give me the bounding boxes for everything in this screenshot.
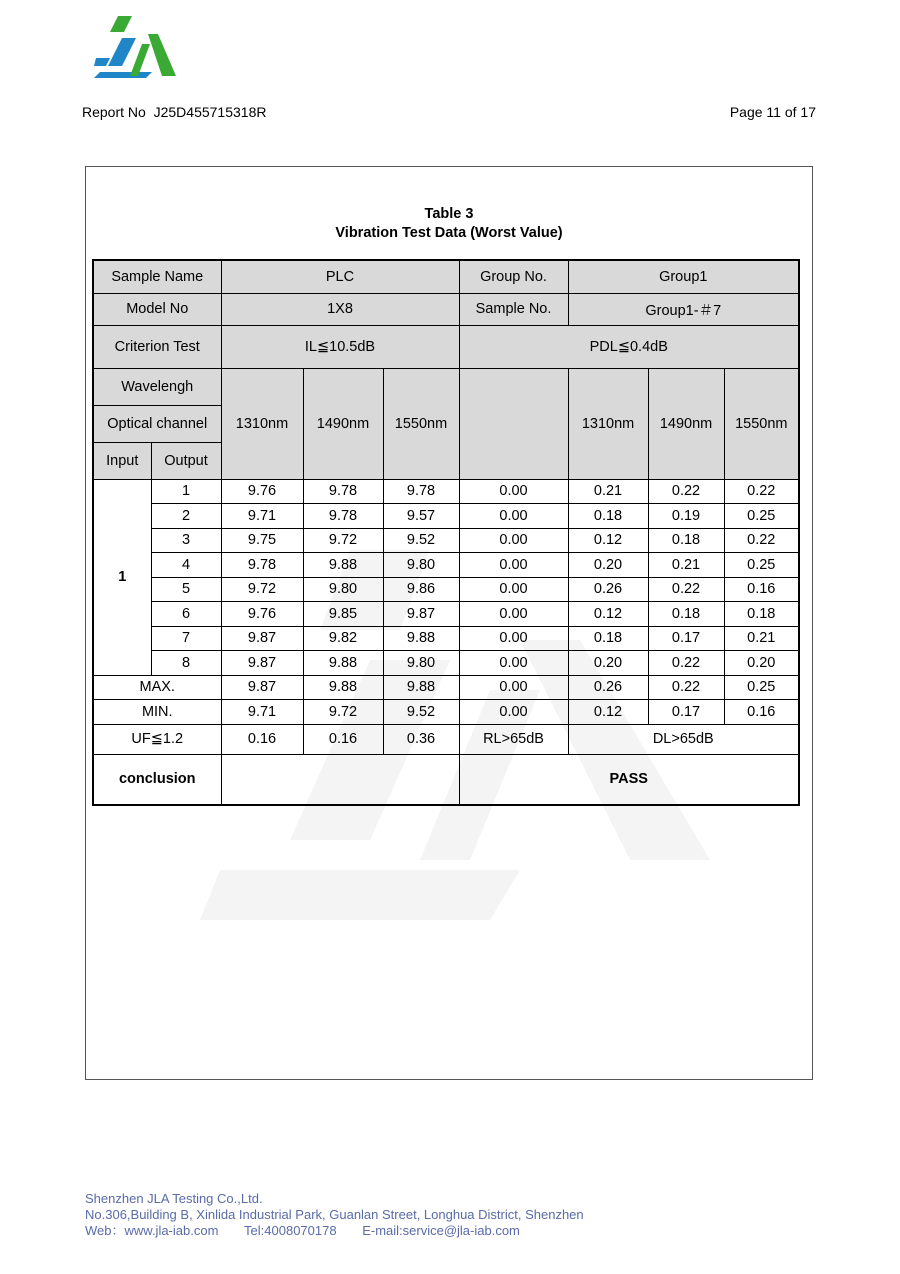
output-cell: 4	[151, 553, 221, 578]
criterion-label: Criterion Test	[93, 325, 221, 368]
output-cell: 1	[151, 479, 221, 504]
wl-pdl-1550: 1550nm	[724, 368, 799, 479]
output-label: Output	[151, 442, 221, 479]
page-number: Page 11 of 17	[729, 104, 816, 120]
output-cell: 8	[151, 651, 221, 676]
il-1550-cell: 9.78	[383, 479, 459, 504]
sample-no-value: Group1-＃7	[568, 293, 799, 325]
il-1490-cell: 9.88	[303, 651, 383, 676]
vibration-data-table	[92, 259, 800, 806]
extra-cell: 0.00	[459, 651, 568, 676]
input-value: 1	[93, 479, 151, 675]
max-pdl-1550: 0.25	[724, 675, 799, 700]
pdl-1490-cell: 0.21	[648, 553, 724, 578]
pdl-1550-cell: 0.20	[724, 651, 799, 676]
wl-pdl-1310: 1310nm	[568, 368, 648, 479]
min-il-1310: 9.71	[221, 700, 303, 725]
table-subtitle: Vibration Test Data (Worst Value)	[335, 225, 563, 241]
footer-web: Web：www.jla-iab.com	[85, 1223, 219, 1238]
il-1310-cell: 9.87	[221, 626, 303, 651]
conclusion-blank	[221, 754, 459, 805]
dl-value: DL>65dB	[568, 724, 799, 754]
il-1310-cell: 9.76	[221, 479, 303, 504]
blank-header-cell	[459, 368, 568, 479]
uf-1310: 0.16	[221, 724, 303, 754]
pdl-1310-cell: 0.21	[568, 479, 648, 504]
wl-il-1550: 1550nm	[383, 368, 459, 479]
il-1490-cell: 9.78	[303, 504, 383, 529]
footer-address: No.306,Building B, Xinlida Industrial Park, Guanlan Street, Longhua District, Shenzhen	[85, 1207, 584, 1222]
extra-cell: 0.00	[459, 626, 568, 651]
model-no-value: 1X8	[221, 293, 459, 325]
il-1490-cell: 9.82	[303, 626, 383, 651]
jla-logo-icon	[92, 14, 176, 80]
min-pdl-1310: 0.12	[568, 700, 648, 725]
pdl-1310-cell: 0.26	[568, 577, 648, 602]
il-1310-cell: 9.87	[221, 651, 303, 676]
uf-label: UF≦1.2	[93, 724, 221, 754]
min-label: MIN.	[93, 700, 221, 725]
extra-cell: 0.00	[459, 602, 568, 627]
rl-value: RL>65dB	[459, 724, 568, 754]
group-no-value: Group1	[568, 260, 799, 293]
max-il-1550: 9.88	[383, 675, 459, 700]
pdl-1490-cell: 0.22	[648, 479, 724, 504]
table-title: Table 3	[424, 206, 474, 222]
il-1310-cell: 9.71	[221, 504, 303, 529]
pdl-1550-cell: 0.25	[724, 553, 799, 578]
pdl-1490-cell: 0.22	[648, 651, 724, 676]
sample-no-label: Sample No.	[459, 293, 568, 325]
min-pdl-1490: 0.17	[648, 700, 724, 725]
min-il-1550: 9.52	[383, 700, 459, 725]
optical-channel-label: Optical channel	[93, 405, 221, 442]
conclusion-label: conclusion	[93, 754, 221, 805]
il-1310-cell: 9.76	[221, 602, 303, 627]
il-1550-cell: 9.87	[383, 602, 459, 627]
report-no-label: Report No	[82, 104, 146, 120]
footer-contact	[85, 1223, 584, 1239]
il-1490-cell: 9.80	[303, 577, 383, 602]
pdl-1550-cell: 0.18	[724, 602, 799, 627]
uf-1550: 0.36	[383, 724, 459, 754]
wavelength-label: Wavelengh	[93, 368, 221, 405]
model-no-label: Model No	[93, 293, 221, 325]
footer-tel: Tel:4008070178	[244, 1223, 337, 1238]
il-1550-cell: 9.57	[383, 504, 459, 529]
il-1310-cell: 9.78	[221, 553, 303, 578]
wl-pdl-1490: 1490nm	[648, 368, 724, 479]
il-1490-cell: 9.88	[303, 553, 383, 578]
pdl-1310-cell: 0.12	[568, 528, 648, 553]
pdl-1310-cell: 0.20	[568, 553, 648, 578]
il-1490-cell: 9.78	[303, 479, 383, 504]
max-pdl-1310: 0.26	[568, 675, 648, 700]
il-1550-cell: 9.52	[383, 528, 459, 553]
il-1490-cell: 9.72	[303, 528, 383, 553]
pdl-1490-cell: 0.18	[648, 528, 724, 553]
footer	[85, 1191, 584, 1239]
report-no: J25D455715318R	[153, 104, 267, 120]
wl-il-1310: 1310nm	[221, 368, 303, 479]
il-1550-cell: 9.80	[383, 651, 459, 676]
min-il-1490: 9.72	[303, 700, 383, 725]
min-pdl-1550: 0.16	[724, 700, 799, 725]
extra-cell: 0.00	[459, 553, 568, 578]
pdl-1310-cell: 0.20	[568, 651, 648, 676]
min-extra: 0.00	[459, 700, 568, 725]
pdl-1310-cell: 0.12	[568, 602, 648, 627]
pdl-1490-cell: 0.19	[648, 504, 724, 529]
uf-1490: 0.16	[303, 724, 383, 754]
il-1310-cell: 9.75	[221, 528, 303, 553]
group-no-label: Group No.	[459, 260, 568, 293]
extra-cell: 0.00	[459, 504, 568, 529]
footer-email: E-mail:service@jla-iab.com	[362, 1223, 520, 1238]
pdl-1550-cell: 0.25	[724, 504, 799, 529]
max-label: MAX.	[93, 675, 221, 700]
report-number-line	[82, 104, 266, 120]
output-cell: 5	[151, 577, 221, 602]
pdl-1550-cell: 0.22	[724, 528, 799, 553]
il-1490-cell: 9.85	[303, 602, 383, 627]
pdl-1490-cell: 0.17	[648, 626, 724, 651]
pdl-1310-cell: 0.18	[568, 626, 648, 651]
pdl-1490-cell: 0.22	[648, 577, 724, 602]
conclusion-value: PASS	[459, 754, 799, 805]
pdl-1550-cell: 0.22	[724, 479, 799, 504]
extra-cell: 0.00	[459, 528, 568, 553]
il-1550-cell: 9.86	[383, 577, 459, 602]
output-cell: 3	[151, 528, 221, 553]
output-cell: 6	[151, 602, 221, 627]
sample-name-value: PLC	[221, 260, 459, 293]
sample-name-label: Sample Name	[93, 260, 221, 293]
footer-company: Shenzhen JLA Testing Co.,Ltd.	[85, 1191, 263, 1206]
pdl-1550-cell: 0.16	[724, 577, 799, 602]
output-cell: 7	[151, 626, 221, 651]
pdl-1550-cell: 0.21	[724, 626, 799, 651]
extra-cell: 0.00	[459, 479, 568, 504]
criterion-pdl: PDL≦0.4dB	[459, 325, 799, 368]
il-1310-cell: 9.72	[221, 577, 303, 602]
wl-il-1490: 1490nm	[303, 368, 383, 479]
extra-cell: 0.00	[459, 577, 568, 602]
pdl-1490-cell: 0.18	[648, 602, 724, 627]
input-label: Input	[93, 442, 151, 479]
max-extra: 0.00	[459, 675, 568, 700]
max-pdl-1490: 0.22	[648, 675, 724, 700]
output-cell: 2	[151, 504, 221, 529]
il-1550-cell: 9.80	[383, 553, 459, 578]
pdl-1310-cell: 0.18	[568, 504, 648, 529]
criterion-il: IL≦10.5dB	[221, 325, 459, 368]
il-1550-cell: 9.88	[383, 626, 459, 651]
max-il-1490: 9.88	[303, 675, 383, 700]
max-il-1310: 9.87	[221, 675, 303, 700]
